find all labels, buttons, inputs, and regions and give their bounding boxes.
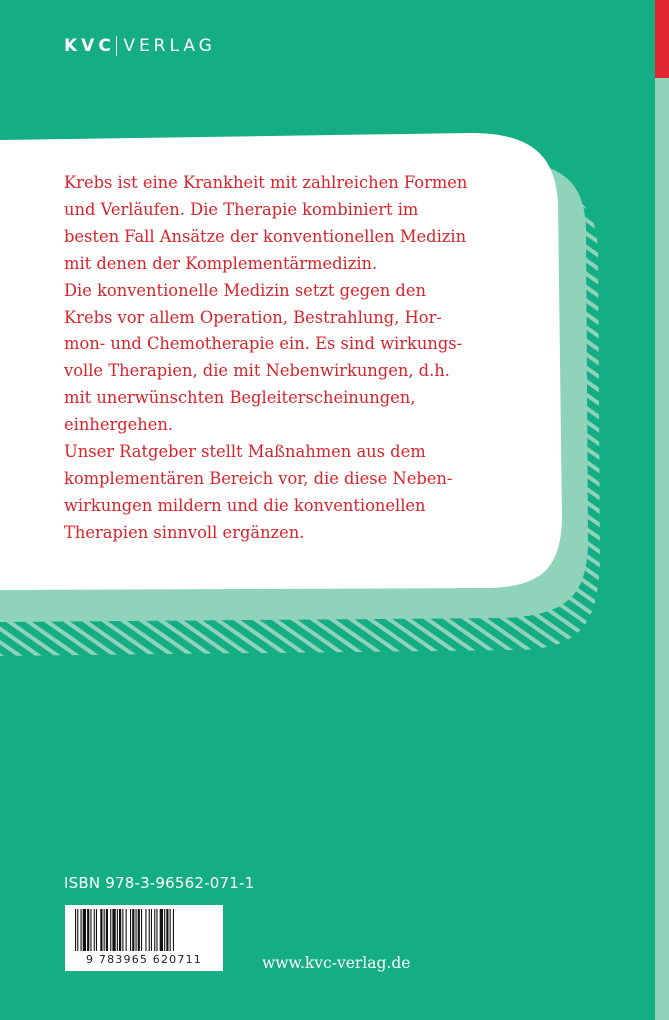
- blurb-line: Therapien sinnvoll ergänzen.: [64, 522, 305, 542]
- blurb-line: mon- und Chemotherapie ein. Es sind wirkungs-: [64, 334, 463, 354]
- blurb-line: und Verläufen. Die Therapie kombiniert im: [64, 199, 419, 219]
- blurb-line: besten Fall Ansätze der konventionellen Medizin: [64, 226, 467, 246]
- barcode: [65, 905, 223, 971]
- red-accent-tab: [655, 0, 669, 78]
- back-cover-blurb: [64, 170, 534, 547]
- blurb-line: komplementären Bereich vor, die diese Neben-: [64, 468, 453, 488]
- publisher-website: www.kvc-verlag.de: [262, 954, 411, 972]
- blurb-line: Krebs vor allem Operation, Bestrahlung, Hor-: [64, 307, 442, 327]
- blurb-line: volle Therapien, die mit Nebenwirkungen, d.h.: [64, 361, 450, 381]
- blurb-line: mit denen der Komplementärmedizin.: [64, 253, 378, 273]
- blurb-line: mit unerwünschten Begleiterscheinungen,: [64, 388, 416, 408]
- blurb-line: Die konventionelle Medizin setzt gegen den: [64, 280, 426, 300]
- blurb-line: wirkungen mildern und die konventionellen: [64, 495, 426, 515]
- publisher-logo: [64, 32, 216, 60]
- logo-divider: [116, 36, 118, 56]
- blurb-line: einhergehen.: [64, 415, 174, 435]
- logo-kvc: KVC: [64, 36, 115, 56]
- blurb-line: Krebs ist eine Krankheit mit zahlreichen Formen: [64, 173, 468, 192]
- isbn-label: ISBN 978-3-96562-071-1: [64, 874, 255, 892]
- blurb-line: Unser Ratgeber stellt Maßnahmen aus dem: [64, 442, 426, 462]
- barcode-digits: 9 783965 620711: [86, 953, 202, 966]
- logo-verlag: VERLAG: [123, 36, 216, 56]
